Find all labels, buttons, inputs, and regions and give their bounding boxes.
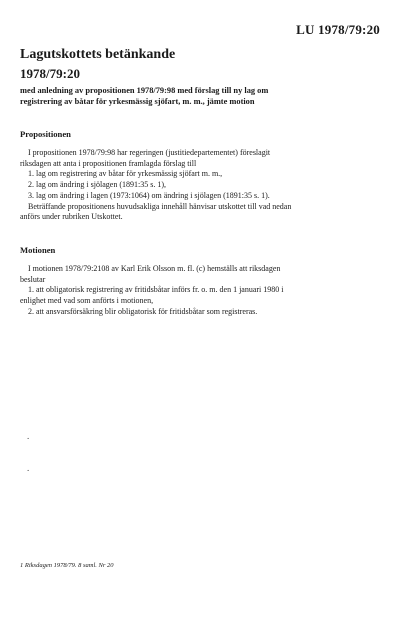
motionen-item-2: 2. att ansvarsförsäkring blir obligatorisk för fritidsbåtar som registreras. bbox=[28, 306, 258, 316]
section-heading-propositionen: Propositionen bbox=[20, 129, 71, 139]
document-id: LU 1978/79:20 bbox=[296, 22, 380, 37]
motionen-intro: I motionen 1978/79:2108 av Karl Erik Olsson m. fl. (c) hemställs att riksdagen beslutar bbox=[20, 263, 281, 284]
margin-mark: . bbox=[27, 463, 30, 473]
motionen-item-1: 1. att obligatorisk registrering av fritidsbåtar införs fr. o. m. den 1 januari 1980 i enlighet med vad som anförts i motionen, bbox=[20, 285, 284, 306]
document-subject: med anledning av propositionen 1978/79:98 med förslag till ny lag om registrering av båtar för yrkesmässig sjöfart, m. m., jämte motion bbox=[20, 86, 269, 106]
propositionen-note: Beträffande propositionens huvudsakliga innehåll hänvisar utskottet till vad nedan anförs under rubriken Utskottet. bbox=[20, 201, 292, 222]
propositionen-item-3: 3. lag om ändring i lagen (1973:1064) om ändring i sjölagen (1891:35 s. 1). bbox=[28, 190, 270, 200]
document-title: Lagutskottets betänkande bbox=[20, 47, 176, 62]
document-body bbox=[20, 42, 298, 317]
margin-mark: . bbox=[27, 431, 30, 441]
propositionen-intro: I propositionen 1978/79:98 har regeringen (justitiedepartementet) föreslagit riksdagen att anta i propositionen framlagda förslag till bbox=[20, 148, 271, 168]
propositionen-item-2: 2. lag om ändring i sjölagen (1891:35 s. 1), bbox=[28, 180, 166, 190]
page-footer: 1 Riksdagen 1978/79. 8 saml. Nr 20 bbox=[20, 562, 114, 569]
section-heading-motionen: Motionen bbox=[20, 244, 56, 255]
document-number: 1978/79:20 bbox=[20, 66, 80, 81]
propositionen-item-1: 1. lag om registrering av båtar för yrkesmässig sjöfart m. m., bbox=[28, 169, 223, 179]
